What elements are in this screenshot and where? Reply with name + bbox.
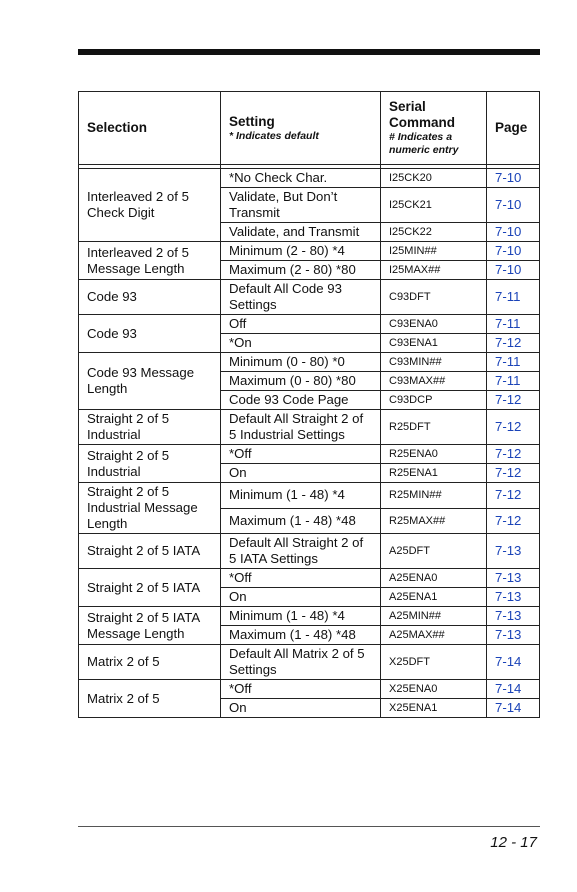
table-row xyxy=(79,315,540,334)
setting-cell: Maximum (1 - 48) *48 xyxy=(221,508,381,534)
page-link[interactable]: 7-13 xyxy=(487,588,540,607)
page-link[interactable]: 7-12 xyxy=(487,464,540,483)
page-number: 12 - 17 xyxy=(490,834,537,851)
page-link[interactable]: 7-12 xyxy=(487,410,540,445)
serial-command-cell: C93MIN## xyxy=(381,353,487,372)
page-link[interactable]: 7-10 xyxy=(487,261,540,280)
table-row xyxy=(79,242,540,261)
serial-command-cell: X25ENA1 xyxy=(381,699,487,718)
selection-cell: Interleaved 2 of 5 Message Length xyxy=(79,242,221,280)
serial-command-cell: C93MAX## xyxy=(381,372,487,391)
table-row xyxy=(79,169,540,188)
page-link[interactable]: 7-11 xyxy=(487,353,540,372)
table-row xyxy=(79,410,540,445)
selection-cell: Code 93 xyxy=(79,315,221,353)
serial-command-cell: A25ENA0 xyxy=(381,569,487,588)
selection-cell: Interleaved 2 of 5 Check Digit xyxy=(79,169,221,242)
serial-command-cell: R25MIN## xyxy=(381,483,487,509)
setting-cell: Off xyxy=(221,315,381,334)
serial-command-cell: A25MIN## xyxy=(381,607,487,626)
serial-command-cell: C93DFT xyxy=(381,280,487,315)
serial-command-cell: C93ENA1 xyxy=(381,334,487,353)
header-selection xyxy=(79,92,221,165)
selection-cell: Straight 2 of 5 Industrial xyxy=(79,410,221,445)
setting-cell: *Off xyxy=(221,569,381,588)
table-row xyxy=(79,280,540,315)
table-row xyxy=(79,607,540,626)
bottom-rule xyxy=(78,826,540,827)
table-row xyxy=(79,534,540,569)
selection-cell: Straight 2 of 5 IATA Message Length xyxy=(79,607,221,645)
setting-cell: Default All Matrix 2 of 5 Settings xyxy=(221,645,381,680)
setting-cell: Maximum (1 - 48) *48 xyxy=(221,626,381,645)
setting-cell: On xyxy=(221,699,381,718)
setting-cell: *Off xyxy=(221,445,381,464)
page-link[interactable]: 7-10 xyxy=(487,188,540,223)
setting-cell: On xyxy=(221,464,381,483)
serial-command-cell: R25ENA1 xyxy=(381,464,487,483)
serial-command-cell: X25ENA0 xyxy=(381,680,487,699)
page-link[interactable]: 7-14 xyxy=(487,699,540,718)
page-link[interactable]: 7-10 xyxy=(487,242,540,261)
serial-command-cell: I25MIN## xyxy=(381,242,487,261)
serial-command-cell: I25CK20 xyxy=(381,169,487,188)
page-link[interactable]: 7-13 xyxy=(487,607,540,626)
serial-command-cell: I25CK21 xyxy=(381,188,487,223)
serial-command-cell: A25MAX## xyxy=(381,626,487,645)
selection-cell: Matrix 2 of 5 xyxy=(79,645,221,680)
serial-command-cell: R25DFT xyxy=(381,410,487,445)
selection-cell: Straight 2 of 5 Industrial xyxy=(79,445,221,483)
table-row xyxy=(79,353,540,372)
selection-cell: Matrix 2 of 5 xyxy=(79,680,221,718)
page-link[interactable]: 7-10 xyxy=(487,223,540,242)
serial-command-table xyxy=(78,91,540,718)
page-link[interactable]: 7-13 xyxy=(487,534,540,569)
serial-command-cell: X25DFT xyxy=(381,645,487,680)
page-link[interactable]: 7-14 xyxy=(487,645,540,680)
header-serial xyxy=(381,92,487,165)
setting-cell: *No Check Char. xyxy=(221,169,381,188)
setting-cell: Default All Code 93 Settings xyxy=(221,280,381,315)
page-link[interactable]: 7-12 xyxy=(487,391,540,410)
page-link[interactable]: 7-10 xyxy=(487,169,540,188)
setting-cell: Minimum (2 - 80) *4 xyxy=(221,242,381,261)
selection-cell: Straight 2 of 5 IATA xyxy=(79,569,221,607)
page-link[interactable]: 7-14 xyxy=(487,680,540,699)
header-setting-note: * Indicates default xyxy=(229,129,319,142)
header-serial-label: Serial Command xyxy=(389,99,456,130)
serial-command-cell: I25CK22 xyxy=(381,223,487,242)
page-link[interactable]: 7-12 xyxy=(487,334,540,353)
page-link[interactable]: 7-13 xyxy=(487,569,540,588)
page-link[interactable]: 7-12 xyxy=(487,445,540,464)
page-link[interactable]: 7-12 xyxy=(487,508,540,534)
top-rule xyxy=(78,49,540,55)
selection-cell: Straight 2 of 5 Industrial Message Length xyxy=(79,483,221,534)
setting-cell: *Off xyxy=(221,680,381,699)
selection-cell: Code 93 Message Length xyxy=(79,353,221,410)
page-link[interactable]: 7-12 xyxy=(487,483,540,509)
table-row xyxy=(79,483,540,509)
setting-cell: Validate, and Transmit xyxy=(221,223,381,242)
selection-cell: Straight 2 of 5 IATA xyxy=(79,534,221,569)
serial-command-cell: R25MAX## xyxy=(381,508,487,534)
serial-command-cell: A25DFT xyxy=(381,534,487,569)
serial-command-cell: I25MAX## xyxy=(381,261,487,280)
page-link[interactable]: 7-13 xyxy=(487,626,540,645)
setting-cell: Minimum (1 - 48) *4 xyxy=(221,607,381,626)
setting-cell: Maximum (2 - 80) *80 xyxy=(221,261,381,280)
serial-command-cell: C93ENA0 xyxy=(381,315,487,334)
page-link[interactable]: 7-11 xyxy=(487,315,540,334)
serial-command-cell: C93DCP xyxy=(381,391,487,410)
page-link[interactable]: 7-11 xyxy=(487,372,540,391)
header-serial-note: # Indicates a numeric entry xyxy=(389,131,459,156)
header-setting-label: Setting xyxy=(229,113,275,129)
setting-cell: Code 93 Code Page xyxy=(221,391,381,410)
serial-command-cell: R25ENA0 xyxy=(381,445,487,464)
setting-cell: Minimum (0 - 80) *0 xyxy=(221,353,381,372)
setting-cell: On xyxy=(221,588,381,607)
table-header-row xyxy=(79,92,540,165)
table-body xyxy=(79,165,540,718)
table-row xyxy=(79,680,540,699)
setting-cell: Maximum (0 - 80) *80 xyxy=(221,372,381,391)
setting-cell: *On xyxy=(221,334,381,353)
setting-cell: Minimum (1 - 48) *4 xyxy=(221,483,381,509)
header-page xyxy=(487,92,540,165)
setting-cell: Default All Straight 2 of 5 Industrial Settings xyxy=(221,410,381,445)
header-page-label: Page xyxy=(495,120,528,135)
setting-cell: Default All Straight 2 of 5 IATA Settings xyxy=(221,534,381,569)
setting-cell: Validate, But Don’t Transmit xyxy=(221,188,381,223)
header-selection-label: Selection xyxy=(87,120,148,135)
table-row xyxy=(79,445,540,464)
table-row xyxy=(79,645,540,680)
table-row xyxy=(79,569,540,588)
header-setting xyxy=(221,92,381,165)
serial-command-cell: A25ENA1 xyxy=(381,588,487,607)
selection-cell: Code 93 xyxy=(79,280,221,315)
page-link[interactable]: 7-11 xyxy=(487,280,540,315)
